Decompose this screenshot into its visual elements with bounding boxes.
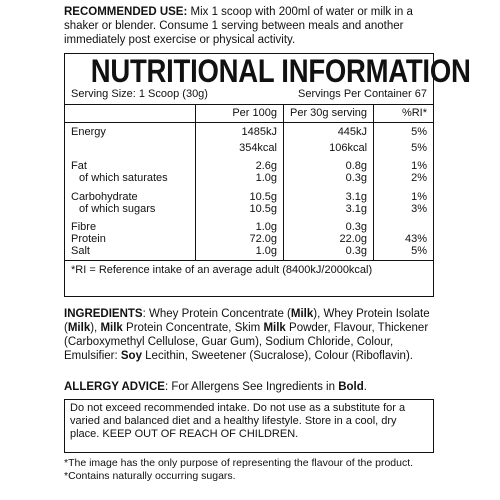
value-per-serving: 3.1g: [284, 204, 374, 216]
row-spacer: [65, 215, 433, 222]
row-spacer: [65, 154, 433, 161]
value-per-serving: 0.8g: [284, 161, 374, 173]
table-row: [65, 192, 433, 204]
column-header: Per 30g serving: [284, 105, 374, 123]
allergy-text: : For Allergens See Ingredients in: [164, 381, 339, 393]
value-per-serving: 106kcal: [284, 143, 374, 155]
value-per-100g: 354kcal: [196, 143, 284, 155]
value-per-100g: 1.0g: [196, 173, 284, 185]
table-row: [65, 143, 433, 155]
footnote-image: *The image has the only purpose of representing the flavour of the product.: [64, 457, 414, 469]
nutrition-table: [65, 105, 433, 260]
serving-size: Serving Size: 1 Scoop (30g): [71, 88, 208, 100]
ingredients: [64, 307, 434, 377]
spacer-cell: [374, 215, 433, 222]
nutrient-name: Protein: [71, 233, 106, 246]
nutrient-name: [65, 143, 196, 155]
ingredient-text: Powder, Flavour, Thickener (Carboxymethyl Cellulose, Guar Gum), Sodium Chloride, Colour, Emulsifier:: [64, 322, 429, 362]
recommended-use: [64, 5, 434, 49]
ingredient-text: ),: [90, 322, 101, 334]
allergy-advice: [64, 380, 434, 394]
ingredient-text: : Whey Protein Concentrate (: [142, 308, 291, 320]
value-ri: 3%: [374, 204, 433, 216]
allergy-label: ALLERGY ADVICE: [64, 381, 165, 393]
allergen-word: Milk: [263, 322, 286, 334]
footnote-sugars: *Contains naturally occurring sugars.: [64, 470, 236, 482]
table-row: [65, 204, 433, 216]
value-per-100g: 10.5g: [196, 192, 284, 204]
recommended-use-label: RECOMMENDED USE:: [64, 6, 188, 18]
value-ri: 5%: [374, 246, 433, 260]
table-header-row: [65, 105, 433, 123]
value-per-100g: 1.0g: [196, 246, 284, 260]
table-row: [65, 123, 433, 143]
ri-note: *RI = Reference intake of an average adult (8400kJ/2000kcal): [65, 260, 433, 277]
allergen-word: Milk: [100, 322, 123, 334]
nutrient-name: Fibre: [71, 221, 97, 234]
ingredients-label: INGREDIENTS: [64, 308, 143, 320]
table-row: [65, 234, 433, 246]
nutrition-title: NUTRITIONAL INFORMATION: [90, 53, 471, 89]
warning-box: Do not exceed recommended intake. Do not use as a substitute for a varied and balanced diet and a healthy lifestyle. Store in a cool, dry place. KEEP OUT OF REACH OF CHILDREN.: [64, 399, 434, 453]
nutrient-name: Fat: [71, 160, 87, 173]
value-per-serving: 0.3g: [284, 173, 374, 185]
serving-row: [65, 88, 433, 105]
allergy-bold-word: Bold: [338, 381, 364, 393]
allergen-word: Soy: [120, 350, 142, 362]
value-per-100g: 1485kJ: [196, 123, 284, 143]
column-header: [65, 105, 196, 123]
table-row: [65, 246, 433, 260]
nutrition-panel: [64, 53, 471, 297]
nutrient-name: Salt: [71, 245, 90, 258]
nutrient-name: of which saturates: [79, 172, 168, 185]
value-per-serving: 3.1g: [284, 192, 374, 204]
allergy-end: .: [363, 381, 367, 393]
value-ri: 2%: [374, 173, 433, 185]
table-row: [65, 173, 433, 185]
allergen-word: Milk: [67, 322, 91, 334]
ingredient-text: Protein Concentrate, Skim: [122, 322, 264, 334]
column-header: Per 100g: [196, 105, 284, 123]
recommended-use-text: Mix 1 scoop with 200ml of water or milk in a shaker or blender. Consume 1 serving between meals and another immediately post exercise or physical activity.: [64, 6, 413, 46]
ingredient-text: ), Whey Protein Isolate (: [64, 308, 430, 334]
nutrient-name: of which sugars: [79, 202, 156, 215]
allergen-word: Milk: [290, 308, 314, 320]
value-per-serving: 0.3g: [284, 246, 374, 260]
footnotes: [64, 457, 434, 483]
nutrient-name: Carbohydrate: [71, 190, 138, 203]
value-ri: 1%: [374, 192, 433, 204]
value-per-100g: 10.5g: [196, 204, 284, 216]
column-header: %RI*: [374, 105, 433, 123]
nutrient-name: Energy: [71, 125, 106, 138]
value-ri: 1%: [374, 161, 433, 173]
servings-per-container: Servings Per Container 67: [297, 88, 427, 100]
ingredient-text: Lecithin, Sweetener (Sucralose), Colour (Riboflavin).: [141, 350, 413, 362]
value-per-100g: 2.6g: [196, 161, 284, 173]
value-per-100g: 1.0g: [196, 222, 284, 234]
value-ri: 5%: [374, 143, 433, 155]
value-per-serving: 445kJ: [284, 123, 374, 143]
value-ri: 5%: [374, 123, 433, 143]
value-per-serving: 0.3g: [284, 222, 374, 234]
value-ri: 43%: [374, 234, 433, 246]
value-per-100g: 72.0g: [196, 234, 284, 246]
value-per-serving: 22.0g: [284, 234, 374, 246]
